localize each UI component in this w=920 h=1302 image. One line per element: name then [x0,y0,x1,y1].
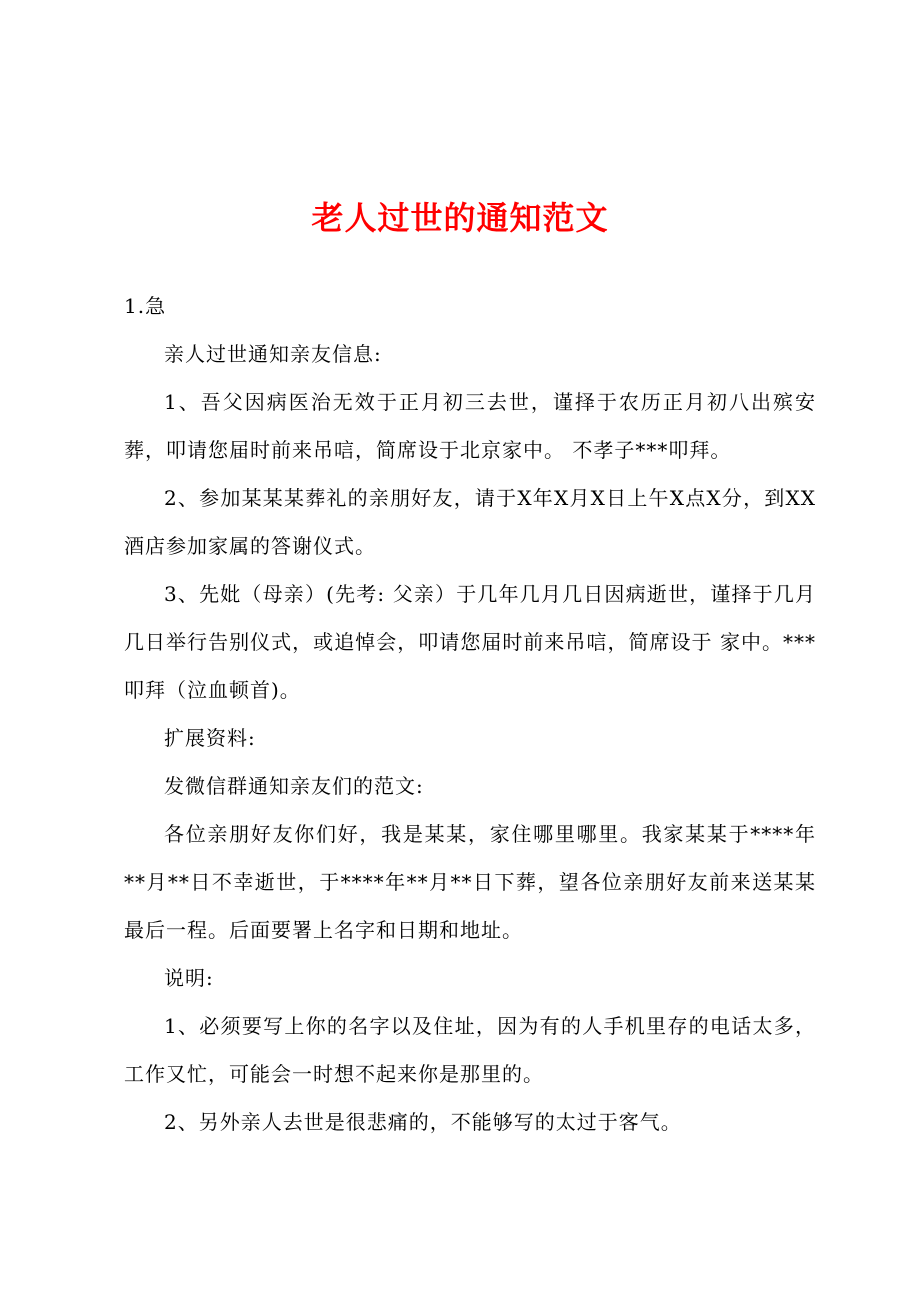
document-title: 老人过世的通知范文 [311,199,609,237]
paragraph-extended-label: 扩展资料: [164,726,256,750]
paragraph-notes-label: 说明: [164,966,214,990]
paragraph-note-2: 2、另外亲人去世是很悲痛的，不能够写的太过于客气。 [164,1110,682,1134]
paragraph-intro: 亲人过世通知亲友信息: [164,342,382,366]
document-body [124,282,816,1146]
paragraph-example-3: 3、先妣（母亲）(先考: 父亲）于几年几月几日因病逝世，谨择于几月几日举行告别仪式，或追悼会，叩请您届时前来吊唁，简席设于 家中。***叩拜（泣血顿首)。 [124,582,816,702]
paragraph-wechat-label: 发微信群通知亲友们的范文: [164,774,424,798]
paragraph-note-1: 1、必须要写上你的名字以及住址，因为有的人手机里存的电话太多，工作又忙，可能会一时想不起来你是那里的。 [124,1014,816,1086]
paragraph-example-1: 1、吾父因病医治无效于正月初三去世，谨择于农历正月初八出殡安葬，叩请您届时前来吊唁，简席设于北京家中。 不孝子***叩拜。 [124,390,816,462]
paragraph-example-2: 2、参加某某某葬礼的亲朋好友，请于X年X月X日上午X点X分，到XX酒店参加家属的答谢仪式。 [124,486,816,558]
paragraph-wechat-example: 各位亲朋好友你们好，我是某某，家住哪里哪里。我家某某于****年**月**日不幸逝世，于****年**月**日下葬，望各位亲朋好友前来送某某最后一程。后面要署上名字和日期和地址。 [124,822,816,942]
paragraph-heading-urgent: 1.急 [124,294,167,318]
